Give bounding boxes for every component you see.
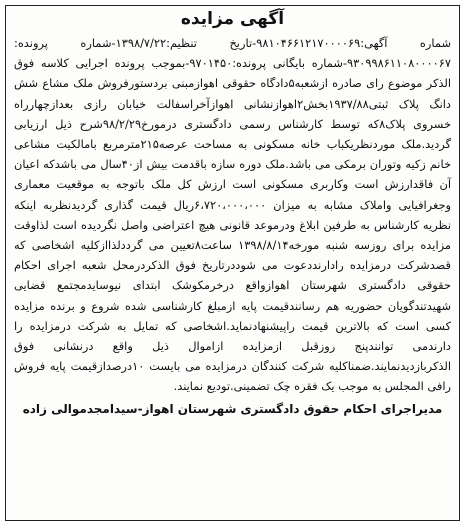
notice-title: آگهی مزایده [180, 9, 285, 29]
auction-notice [5, 5, 460, 521]
notice-body: شماره آگهی:۹۸۱۰۴۶۶۱۲۱۷۰۰۰۰۶۹-تاریخ تنظیم:۱۳۹۸/۷/۲۲-شماره پرونده: ۹۳۰۹۹۸۶۱۱۰۸۰۰۰۰۶۷-شماره بایگانی پرونده:۹۷۰۱۴۵۰-بموجب پرونده اجرایی کلاسه فوق الذکر موضوع رای صادره ازشعبه۵دادگاه حقوقی اهوازمبنی بردستورفروش ملک مشاع شش دانگ پلاک ثبتی۱۹۳۷/۸۸بخش۲اهوازنشانی اهوازآخراسفالت خیابان رازی بعدازچهارراه خسروی پلاک۸که توسط کارشناس رسمی دادگستری درمورخ۹۸/۲/۲۹شرح ذیل ارزیابی گردید.ملک موردنظریکباب خانه مسکونی به مساحت عرصه۲۱۵مترمربع بامالکیت مشاعی خانم زکیه وتوران برمکی می باشد.ملک دوره سازه باقدمت بیش از۴۰سال می باشدکه اعیان آن فاقدارزش است وکاربری مسکونی است ارزش کل ملک باتوجه به موقعیت معماری وجغرافیایی واملاک مشابه به میزان ۶،۷۲۰،۰۰۰،۰۰۰ریال قیمت گذاری گردیدنظربه اینکه نظریه کارشناس به طرفین ابلاغ ودرموعد قانونی هیچ اعتراضی واصل نگردیده است لذاوقت مزایده برای روزسه شنبه مورخه۱۳۹۸/۸/۱۴ ساعت۸تعیین می گرددلذاازکلیه اشخاصی که قصدشرکت درمزایده رادارنددعوت می شوددرتاریخ فوق الذکردرمحل شعبه اجرای احکام حقوقی دادگستری شهرستان اهوازواقع درخرمکوشک ابتدای نیوسایدمجتمع قضایی شهیدتندگویان حضوریه هم رسانندقیمت پایه ازمبلغ کارشناسی شده شروع و برنده مزایده کسی است که بالاترین قیمت راپیشنهادنماید.اشخاصی که تمایل به شرکت درمزایده را دارندمی توانندپنج روزقبل ازمزایده ازاموال ذیل واقع درنشانی فوق الذکربازدیدنمایند.ضمناکلیه شرکت کنندگان درمزایده می بایست ۱۰درصدازقیمت پایه فروش رافی المجلس به موجب یک فقره چک تضمینی.تودیع نمایند. [14, 36, 452, 394]
notice-signature: مدیراجرای احکام حقوق دادگستری شهرستان اهواز-سیدامجدموالی زاده [22, 401, 443, 416]
